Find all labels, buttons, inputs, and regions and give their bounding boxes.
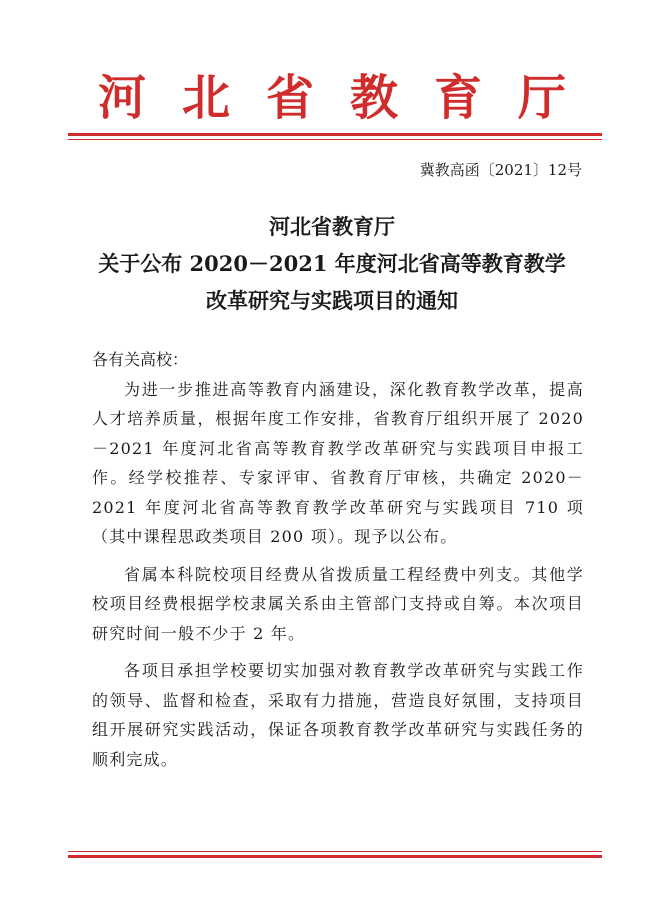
title-line-2: 关于公布 2020－2021 年度河北省高等教育教学 [98, 251, 566, 276]
salutation: 各有关高校： [92, 350, 189, 369]
header-rule-thick [68, 133, 602, 136]
title-line-3: 改革研究与实践项目的通知 [206, 288, 458, 313]
header-rule-thin [68, 139, 602, 140]
footer-rule-thick [68, 855, 602, 858]
paragraph-1: 为进一步推进高等教育内涵建设，深化教育教学改革，提高人才培养质量，根据年度工作安排，省教育厅组织开展了 2020－2021 年度河北省高等教育教学改革研究与实践项目申报工作。经学校推荐、专家评审、省教育厅审核，共确定 2020－2021 年度河北省高等教育教学改革研究与实践项目 710 项（其中课程思政类项目 200 项）。现予以公布。 [92, 379, 584, 546]
title-line-1: 河北省教育厅 [269, 214, 395, 239]
footer-rule-thin [68, 851, 602, 852]
issuing-authority-header: 河北省教育厅 [97, 70, 602, 126]
document-number: 冀教高函〔2021〕12号 [419, 161, 582, 179]
document-title [0, 208, 664, 319]
paragraph-3: 各项目承担学校要切实加强对教育教学改革研究与实践工作的领导、监督和检查，采取有力措施，营造良好氛围，支持项目组开展研究实践活动，保证各项教育教学改革研究与实践任务的顺利完成。 [92, 661, 584, 769]
paragraph-2: 省属本科院校项目经费从省拨质量工程经费中列支。其他学校项目经费根据学校隶属关系由主管部门支持或自筹。本次项目研究时间一般不少于 2 年。 [92, 564, 584, 643]
document-body [92, 345, 584, 782]
